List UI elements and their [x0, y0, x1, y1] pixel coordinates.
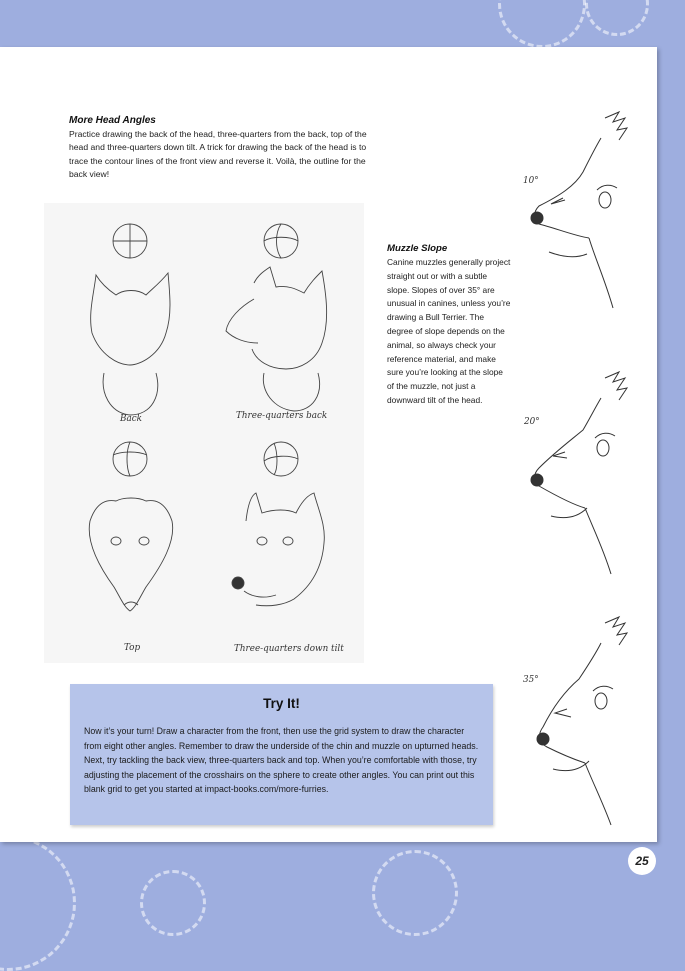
caption-back: Back [120, 414, 142, 424]
decor-ring [498, 0, 586, 48]
back-sphere-sketch [113, 224, 147, 258]
down-tilt-sphere-sketch [264, 442, 298, 476]
sketch-panel [44, 203, 364, 663]
decor-ring [372, 850, 458, 936]
muzzle-slope-title: Muzzle Slope [387, 243, 448, 254]
muzzle-slope-body: Canine muzzles generally project straight out or with a subtle slope. Slopes of over 35° are unusual in canines, unless you’re drawing a Bull Terrier. The degree of slope depends on the animal, so always check your reference material, and make sure you’re looking at the slope of the muzzle, not just a downward tilt of the head. [387, 257, 511, 405]
page-number: 25 [628, 847, 656, 875]
profile-10-sketch [531, 112, 627, 308]
section-title: More Head Angles [69, 115, 156, 126]
try-it-box [70, 684, 493, 825]
profile-20-sketch [531, 372, 627, 574]
three-quarters-back-head-sketch [226, 267, 327, 411]
top-sphere-sketch [113, 442, 147, 476]
profile-sketches [515, 108, 655, 838]
angle-label-35: 35° [523, 675, 539, 685]
try-it-body: Now it’s your turn! Draw a character from the front, then use the grid system to draw the character from eight other angles. Remember to draw the underside of the chin and muzzle on upturned heads. Next, try tackling the back view, three-quarters back and top. When you’re comfortable with those, try adjusting the placement of the crosshairs on the sphere to create other angles. You can print out this blank grid to get you started at impact-books.com/more-furries. [84, 726, 479, 794]
decor-ring [0, 835, 76, 971]
profile-35-sketch [537, 617, 627, 825]
top-head-sketch [89, 498, 172, 611]
down-tilt-head-sketch [232, 493, 324, 606]
head-sketches [44, 203, 364, 663]
decor-ring [585, 0, 649, 36]
back-head-sketch [91, 273, 170, 415]
caption-three-quarters-back: Three-quarters back [236, 411, 328, 421]
three-quarters-back-sphere-sketch [264, 224, 298, 258]
caption-top: Top [124, 643, 141, 653]
angle-label-10: 10° [523, 176, 539, 186]
caption-three-quarters-down-tilt: Three-quarters down tilt [234, 644, 344, 654]
angle-label-20: 20° [524, 417, 540, 427]
section-body: Practice drawing the back of the head, three-quarters from the back, top of the head and three-quarters down tilt. A trick for drawing the back of the head is to trace the contour lines of the front view and reverse it. Voilà, the outline for the back view! [69, 129, 367, 180]
try-it-title: Try It! [263, 696, 300, 711]
decor-ring [140, 870, 206, 936]
